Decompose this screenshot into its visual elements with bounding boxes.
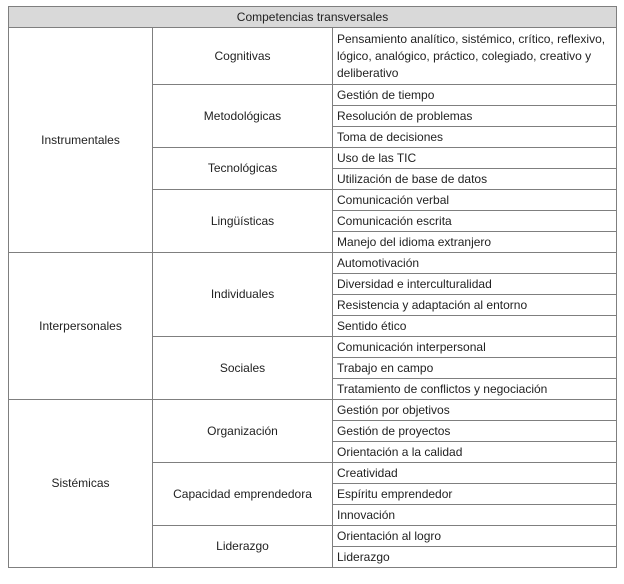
competency-cell: Innovación — [333, 505, 617, 526]
competency-cell: Resistencia y adaptación al entorno — [333, 295, 617, 316]
category-tecnologicas: Tecnológicas — [153, 148, 333, 190]
competency-cell: Diversidad e interculturalidad — [333, 274, 617, 295]
table-header-row — [9, 7, 617, 28]
competency-cell: Tratamiento de conflictos y negociación — [333, 379, 617, 400]
competency-cell: Utilización de base de datos — [333, 169, 617, 190]
competency-cell: Orientación a la calidad — [333, 442, 617, 463]
table-container — [8, 6, 617, 568]
category-individuales: Individuales — [153, 253, 333, 337]
category-linguisticas: Lingüísticas — [153, 190, 333, 253]
competency-cell: Resolución de problemas — [333, 106, 617, 127]
competency-cell: Espíritu emprendedor — [333, 484, 617, 505]
category-cognitivas: Cognitivas — [153, 28, 333, 85]
group-sistemicas: Sistémicas — [9, 400, 153, 568]
competency-cell: Gestión de proyectos — [333, 421, 617, 442]
group-interpersonales: Interpersonales — [9, 253, 153, 400]
table-row — [9, 28, 617, 85]
competencies-table — [8, 6, 617, 568]
competency-cell: Manejo del idioma extranjero — [333, 232, 617, 253]
competency-cell: Sentido ético — [333, 316, 617, 337]
category-metodologicas: Metodológicas — [153, 85, 333, 148]
table-row — [9, 253, 617, 274]
competency-cell: Uso de las TIC — [333, 148, 617, 169]
competency-cell: Orientación al logro — [333, 526, 617, 547]
group-instrumentales: Instrumentales — [9, 28, 153, 253]
category-liderazgo: Liderazgo — [153, 526, 333, 568]
competency-cell: Pensamiento analítico, sistémico, crítico, reflexivo, lógico, analógico, práctico, colegiado, creativo y deliberativo — [333, 28, 617, 85]
table-title: Competencias transversales — [9, 7, 617, 28]
competency-cell: Gestión de tiempo — [333, 85, 617, 106]
table-row — [9, 400, 617, 421]
competency-cell: Creatividad — [333, 463, 617, 484]
competency-cell: Gestión por objetivos — [333, 400, 617, 421]
competency-cell: Comunicación verbal — [333, 190, 617, 211]
competency-cell: Liderazgo — [333, 547, 617, 568]
category-organizacion: Organización — [153, 400, 333, 463]
category-capacidad-emprendedora: Capacidad emprendedora — [153, 463, 333, 526]
competency-cell: Automotivación — [333, 253, 617, 274]
competency-cell: Trabajo en campo — [333, 358, 617, 379]
competency-cell: Toma de decisiones — [333, 127, 617, 148]
competency-cell: Comunicación escrita — [333, 211, 617, 232]
competency-cell: Comunicación interpersonal — [333, 337, 617, 358]
category-sociales: Sociales — [153, 337, 333, 400]
